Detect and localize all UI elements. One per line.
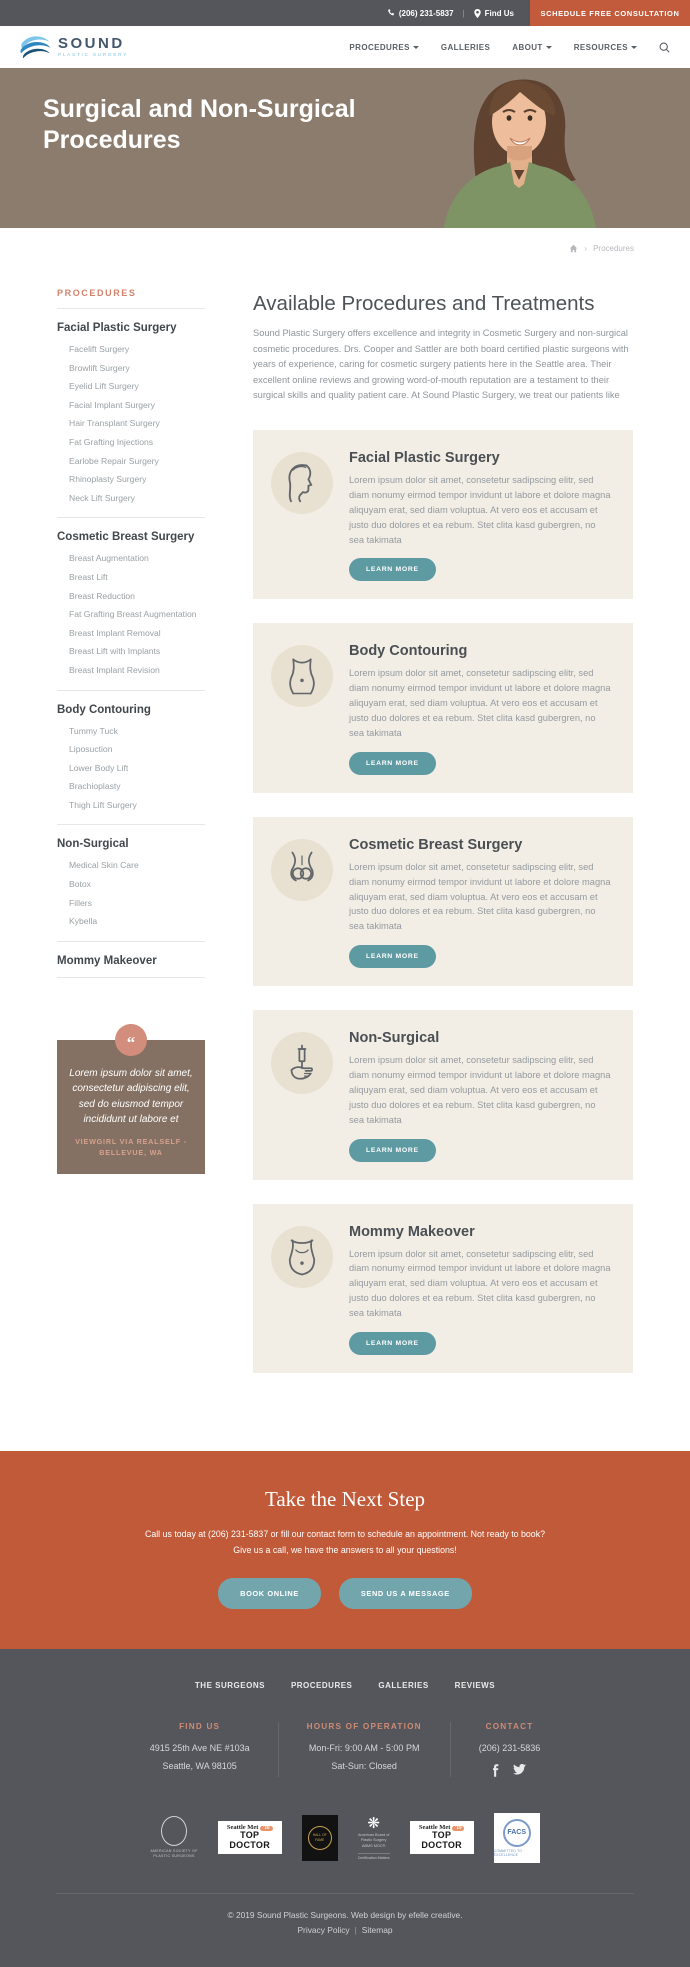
divider bbox=[57, 824, 205, 825]
asps-seal-icon bbox=[161, 1816, 187, 1846]
sidebar-section-mommy-makeover bbox=[57, 955, 205, 967]
twitter-icon[interactable] bbox=[513, 1764, 526, 1777]
card-title: Body Contouring bbox=[349, 643, 468, 660]
sidebar-link[interactable]: Medical Skin Care bbox=[69, 860, 139, 871]
footer-nav-galleries[interactable]: GALLERIES bbox=[378, 1681, 429, 1691]
sidebar-link[interactable]: Earlobe Repair Surgery bbox=[69, 455, 159, 466]
topbar-find-us-link[interactable] bbox=[474, 9, 514, 18]
logo-tagline: PLASTIC SURGERY bbox=[58, 52, 129, 58]
facs-logo[interactable]: FACS COMMITTED TO EXCELLENCE bbox=[494, 1813, 540, 1863]
learn-more-button[interactable]: LEARN MORE bbox=[349, 1139, 436, 1162]
map-pin-icon bbox=[474, 9, 481, 18]
footer-phone-link[interactable]: (206) 231-5836 bbox=[478, 1743, 541, 1754]
abps-star-icon: ❋ bbox=[367, 1814, 380, 1832]
sidebar-link[interactable]: Rhinoplasty Surgery bbox=[69, 474, 147, 485]
sidebar-section-title[interactable]: Cosmetic Breast Surgery bbox=[57, 531, 195, 544]
sidebar-link[interactable]: Fat Grafting Breast Augmentation bbox=[69, 609, 197, 620]
testimonial-attribution: VIEWGIRL VIA REALSELF - BELLEVUE, WA bbox=[75, 1136, 187, 1157]
sidebar-link[interactable]: Hair Transplant Surgery bbox=[69, 418, 160, 429]
sidebar-section-title[interactable]: Facial Plastic Surgery bbox=[57, 322, 177, 334]
send-message-button[interactable]: SEND US A MESSAGE bbox=[339, 1578, 472, 1609]
footer-nav-the-surgeons[interactable]: THE SURGEONS bbox=[194, 1681, 265, 1691]
body-contour-icon bbox=[271, 645, 333, 707]
card-title: Non-Surgical bbox=[349, 1030, 440, 1047]
sidebar-link[interactable]: Kybella bbox=[69, 916, 98, 927]
sidebar-link[interactable]: Liposuction bbox=[69, 744, 113, 755]
footer bbox=[0, 1649, 690, 1967]
smiling-woman-photo bbox=[388, 68, 638, 228]
nav-about[interactable]: ABOUT bbox=[512, 43, 551, 52]
footer-links-separator: | bbox=[354, 1924, 357, 1935]
sidebar-link[interactable]: Breast Augmentation bbox=[69, 553, 149, 564]
footer-hours bbox=[278, 1722, 451, 1776]
nav-procedures[interactable]: PROCEDURES bbox=[349, 43, 418, 52]
card-text: Lorem ipsum dolor sit amet, consetetur sadipscing elitr, sed diam nonumy eirmod tempor invidunt ut labore et dolore magna aliquyam erat, sed diam voluptua. At vero eos et accusam et justo duo dolores et ea rebum. Stet clita kasd gubergren, no sea takimata bbox=[349, 1055, 611, 1125]
sidebar-link[interactable]: Breast Lift with Implants bbox=[69, 646, 161, 657]
sidebar-link[interactable]: Facial Implant Surgery bbox=[69, 399, 155, 410]
sidebar-link[interactable]: Breast Implant Revision bbox=[69, 664, 160, 675]
seattle-met-top-doctor-logo[interactable]: Seattle Met '18 TOP DOCTOR bbox=[218, 1821, 282, 1855]
footer-address-line: Seattle, WA 98105 bbox=[162, 1760, 237, 1771]
card-text: Lorem ipsum dolor sit amet, consetetur sadipscing elitr, sed diam nonumy eirmod tempor invidunt ut labore et dolore magna aliquyam erat, sed diam voluptua. At vero eos et accusam et justo duo dolores et ea rebum. Stet clita kasd gubergren, no sea takimata bbox=[349, 1248, 611, 1319]
footer-nav bbox=[0, 1681, 690, 1690]
sidebar-link[interactable]: Fat Grafting Injections bbox=[69, 436, 154, 447]
sidebar bbox=[57, 282, 205, 1373]
sidebar-section-non-surgical bbox=[57, 838, 205, 930]
learn-more-button[interactable]: LEARN MORE bbox=[349, 945, 436, 968]
testimonial-text: Lorem ipsum dolor sit amet, consectetur adipiscing elit, sed do eiusmod tempor incididunt ut labore et bbox=[69, 1067, 193, 1126]
sidebar-heading: PROCEDURES bbox=[57, 288, 137, 298]
breadcrumb bbox=[0, 228, 690, 268]
card-title: Mommy Makeover bbox=[349, 1223, 475, 1240]
footer-find-us bbox=[122, 1722, 278, 1776]
footer-contact bbox=[451, 1722, 569, 1776]
footer-column-heading: HOURS OF OPERATION bbox=[306, 1722, 422, 1732]
caret-down-icon bbox=[413, 46, 419, 49]
procedure-cards bbox=[253, 430, 633, 1373]
card-title: Cosmetic Breast Surgery bbox=[349, 836, 523, 853]
sound-wave-logo-icon bbox=[18, 33, 52, 61]
card-non-surgical bbox=[253, 1010, 633, 1179]
topbar-find-us-label: Find Us bbox=[484, 8, 514, 18]
learn-more-button[interactable]: LEARN MORE bbox=[349, 752, 436, 775]
content-area bbox=[0, 268, 690, 1451]
card-title: Facial Plastic Surgery bbox=[349, 450, 500, 467]
sidebar-section-title[interactable]: Mommy Makeover bbox=[57, 954, 157, 967]
abps-logo[interactable]: ❋ American Board of Plastic Surgery ABMS MOC® Certification Matters bbox=[357, 1814, 390, 1860]
logo[interactable] bbox=[18, 33, 128, 61]
footer-hours-line: Mon-Fri: 9:00 AM - 5:00 PM bbox=[308, 1743, 420, 1754]
page-title: Surgical and Non-Surgical Procedures bbox=[43, 95, 356, 154]
topbar bbox=[0, 0, 690, 26]
book-online-button[interactable]: BOOK ONLINE bbox=[218, 1578, 321, 1609]
topbar-divider: | bbox=[462, 8, 465, 18]
card-facial-plastic-surgery bbox=[253, 430, 633, 599]
intro-paragraph: Sound Plastic Surgery offers excellence and integrity in Cosmetic Surgery and non-surgical cosmetic procedures. Drs. Cooper and Sattler are both board certified plastic surgeons with years of experience, caring for cosmetic surgery patients here in the Seattle area. Their excellent online reviews and growing word-of-mouth reputation are a testament to their surgical skills and quality patient care. At Sound Plastic Surgery, we treat our patients like bbox=[253, 328, 629, 401]
main-content bbox=[253, 282, 633, 1373]
caret-down-icon bbox=[546, 46, 552, 49]
sidebar-link[interactable]: Thigh Lift Surgery bbox=[69, 799, 137, 810]
logo-name: SOUND bbox=[58, 35, 125, 53]
sidebar-link[interactable]: Facelift Surgery bbox=[69, 344, 130, 354]
footer-column-heading: CONTACT bbox=[485, 1722, 534, 1732]
nav-resources[interactable]: RESOURCES bbox=[574, 43, 637, 52]
hall-of-fame-logo[interactable]: HALL OF FAME bbox=[302, 1815, 338, 1861]
footer-hours-line: Sat-Sun: Closed bbox=[331, 1760, 397, 1771]
sidebar-link[interactable]: Neck Lift Surgery bbox=[69, 492, 135, 503]
home-icon[interactable] bbox=[569, 244, 578, 253]
cta-text: Call us today at (206) 231-5837 or fill our contact form to schedule an appointment. Not ready to book? Give us a call, we have the answers to all your questions! bbox=[144, 1528, 545, 1556]
sidebar-link[interactable]: Tummy Tuck bbox=[69, 725, 118, 736]
sitemap-link[interactable]: Sitemap bbox=[361, 1924, 393, 1935]
footer-nav-procedures[interactable]: PROCEDURES bbox=[290, 1681, 353, 1691]
sidebar-link[interactable]: Browlift Surgery bbox=[69, 362, 130, 373]
sidebar-link[interactable]: Lower Body Lift bbox=[69, 762, 129, 773]
sidebar-section-facial-plastic-surgery bbox=[57, 322, 205, 507]
privacy-policy-link[interactable]: Privacy Policy bbox=[297, 1924, 350, 1935]
sidebar-section-title[interactable]: Non-Surgical bbox=[57, 838, 129, 851]
cta-heading: Take the Next Step bbox=[264, 1486, 426, 1511]
footer-columns bbox=[0, 1722, 690, 1776]
testimonial-widget bbox=[57, 1024, 205, 1175]
quote-icon: “ bbox=[115, 1024, 147, 1056]
footer-address-line: 4915 25th Ave NE #103a bbox=[149, 1743, 250, 1754]
topbar-phone-link[interactable] bbox=[387, 9, 454, 18]
hero-banner bbox=[0, 68, 690, 228]
footer-divider bbox=[56, 1893, 634, 1894]
facebook-icon[interactable] bbox=[493, 1764, 501, 1777]
card-text: Lorem ipsum dolor sit amet, consetetur sadipscing elitr, sed diam nonumy eirmod tempor invidunt ut labore et dolore magna aliquyam erat, sed diam voluptua. At vero eos et accusam et justo duo dolores et ea rebum. Stet clita kasd gubergren, no sea takimata bbox=[349, 668, 611, 738]
testimonial-box bbox=[57, 1040, 205, 1175]
sidebar-link[interactable]: Brachioplasty bbox=[69, 781, 121, 792]
bust-icon bbox=[271, 839, 333, 901]
sidebar-section-cosmetic-breast-surgery bbox=[57, 531, 205, 679]
header bbox=[0, 26, 690, 68]
main-nav bbox=[349, 42, 670, 53]
divider bbox=[57, 517, 205, 518]
topbar-phone-number: (206) 231-5837 bbox=[398, 8, 454, 18]
sidebar-link[interactable]: Breast Reduction bbox=[69, 590, 135, 601]
card-text: Lorem ipsum dolor sit amet, consetetur sadipscing elitr, sed diam nonumy eirmod tempor invidunt ut labore et dolore magna aliquyam erat, sed diam voluptua. At vero eos et accusam et justo duo dolores et ea rebum. Stet clita kasd gubergren, no sea takimata bbox=[349, 475, 611, 545]
sidebar-section-body-contouring bbox=[57, 704, 205, 815]
sidebar-link[interactable]: Breast Lift bbox=[69, 571, 108, 582]
sidebar-link[interactable]: Botox bbox=[69, 879, 91, 890]
divider bbox=[57, 308, 205, 309]
copyright: © 2019 Sound Plastic Surgeons. Web design by efelle creative. bbox=[227, 1909, 463, 1920]
sidebar-link[interactable]: Fillers bbox=[69, 897, 92, 908]
schedule-consultation-button[interactable]: SCHEDULE FREE CONSULTATION bbox=[530, 0, 690, 26]
card-text: Lorem ipsum dolor sit amet, consetetur sadipscing elitr, sed diam nonumy eirmod tempor invidunt ut labore et dolore magna aliquyam erat, sed diam voluptua. At vero eos et accusam et justo duo dolores et ea rebum. Stet clita kasd gubergren, no sea takimata bbox=[349, 861, 611, 932]
sidebar-section-title[interactable]: Body Contouring bbox=[57, 703, 151, 716]
main-heading: Available Procedures and Treatments bbox=[253, 292, 595, 315]
divider bbox=[57, 690, 205, 691]
card-mommy-makeover bbox=[253, 1204, 633, 1373]
footer-column-heading: FIND US bbox=[179, 1722, 221, 1732]
footer-certification-logos bbox=[0, 1809, 690, 1867]
footer-nav-reviews[interactable]: REVIEWS bbox=[454, 1681, 496, 1691]
card-cosmetic-breast-surgery bbox=[253, 817, 633, 986]
face-profile-icon bbox=[271, 452, 333, 514]
sidebar-link[interactable]: Eyelid Lift Surgery bbox=[69, 381, 139, 392]
syringe-hand-icon bbox=[271, 1032, 333, 1094]
asps-logo[interactable]: AMERICAN SOCIETY OF PLASTIC SURGEONS bbox=[150, 1816, 197, 1859]
torso-icon bbox=[271, 1226, 333, 1288]
seattle-met-top-doctor-logo-2[interactable]: Seattle Met '19 TOP DOCTOR bbox=[410, 1821, 474, 1855]
learn-more-button[interactable]: LEARN MORE bbox=[349, 558, 436, 581]
sidebar-link[interactable]: Breast Implant Removal bbox=[69, 627, 161, 638]
breadcrumb-separator: › bbox=[584, 243, 588, 253]
divider bbox=[57, 941, 205, 942]
learn-more-button[interactable]: LEARN MORE bbox=[349, 1332, 436, 1355]
cta-section bbox=[0, 1451, 690, 1650]
caret-down-icon bbox=[631, 46, 637, 49]
breadcrumb-current: Procedures bbox=[593, 243, 634, 253]
divider bbox=[57, 977, 205, 978]
search-icon[interactable] bbox=[659, 42, 670, 53]
card-body-contouring bbox=[253, 623, 633, 792]
nav-galleries[interactable]: GALLERIES bbox=[440, 42, 491, 52]
phone-icon bbox=[387, 9, 395, 17]
